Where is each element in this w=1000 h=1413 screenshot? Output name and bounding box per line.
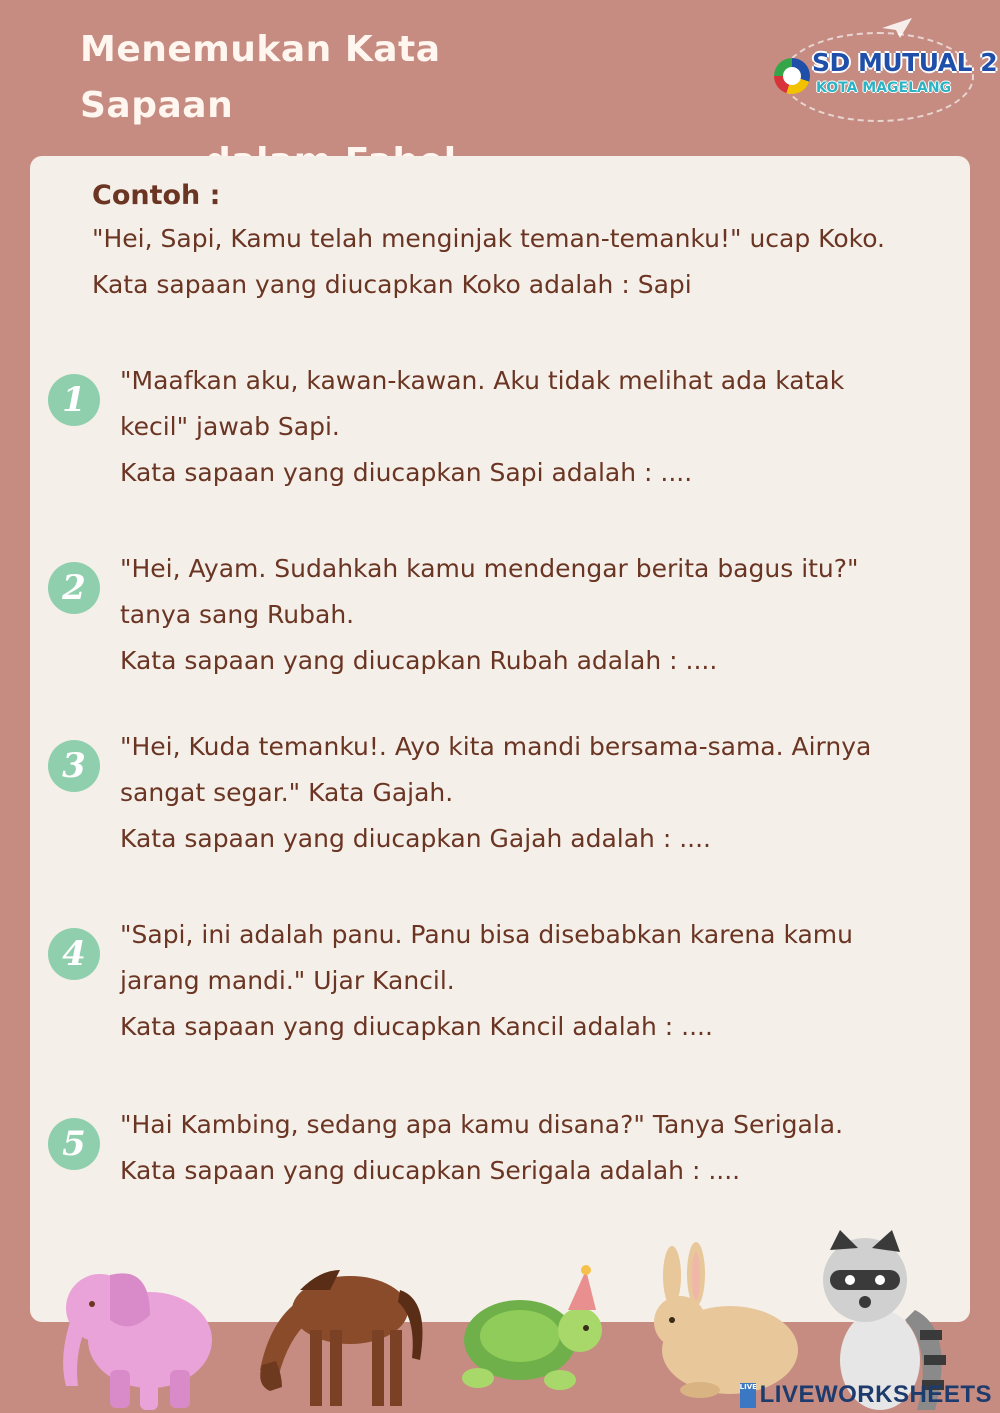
question-line: tanya sang Rubah. [120, 600, 355, 629]
paper-plane-icon [882, 18, 912, 38]
school-logo [772, 18, 998, 128]
question-line: sangat segar." Kata Gajah. [120, 778, 454, 807]
watermark-text: LIVEWORKSHEETS [759, 1381, 992, 1408]
question-number-badge: 4 [48, 928, 100, 980]
question-number-badge: 1 [48, 374, 100, 426]
question-line: "Maafkan aku, kawan-kawan. Aku tidak melihat ada katak [120, 366, 845, 395]
question-number-badge: 3 [48, 740, 100, 792]
question-line: "Hei, Ayam. Sudahkah kamu mendengar berita bagus itu?" [120, 554, 859, 583]
title-line-1: Menemukan Kata Sapaan [80, 29, 441, 126]
question-prompt: Kata sapaan yang diucapkan Gajah adalah : .... [120, 824, 711, 853]
liveworksheets-badge-icon: LIVE [740, 1383, 756, 1408]
logo-school-name: SD MUTUAL 2 [812, 48, 998, 77]
school-emblem-icon [774, 58, 810, 94]
elephant-icon [63, 1273, 212, 1410]
question-prompt: Kata sapaan yang diucapkan Sapi adalah : .... [120, 458, 693, 487]
question-line: "Hai Kambing, sedang apa kamu disana?" Tanya Serigala. [120, 1110, 844, 1139]
question-line: kecil" jawab Sapi. [120, 412, 340, 441]
turtle-icon [462, 1265, 602, 1390]
question-line: "Hei, Kuda temanku!. Ayo kita mandi bersama-sama. Airnya [120, 732, 872, 761]
question-number-badge: 2 [48, 562, 100, 614]
worksheet-card [30, 156, 970, 1322]
question-line: jarang mandi." Ujar Kancil. [120, 966, 455, 995]
rabbit-icon [654, 1242, 798, 1398]
question-prompt: Kata sapaan yang diucapkan Serigala adalah : .... [120, 1156, 741, 1185]
example-sentence: "Hei, Sapi, Kamu telah menginjak teman-temanku!" ucap Koko. [92, 224, 886, 253]
question-number-badge: 5 [48, 1118, 100, 1170]
example-section [92, 176, 952, 308]
question-prompt: Kata sapaan yang diucapkan Kancil adalah : .... [120, 1012, 713, 1041]
question-line: "Sapi, ini adalah panu. Panu bisa disebabkan karena kamu [120, 920, 853, 949]
example-heading: Contoh : [92, 180, 221, 211]
horse-icon [260, 1270, 423, 1406]
liveworksheets-watermark [740, 1381, 992, 1409]
example-answer: Kata sapaan yang diucapkan Koko adalah : Sapi [92, 270, 692, 299]
question-prompt: Kata sapaan yang diucapkan Rubah adalah : .... [120, 646, 718, 675]
logo-city-name: KOTA MAGELANG [816, 80, 952, 96]
